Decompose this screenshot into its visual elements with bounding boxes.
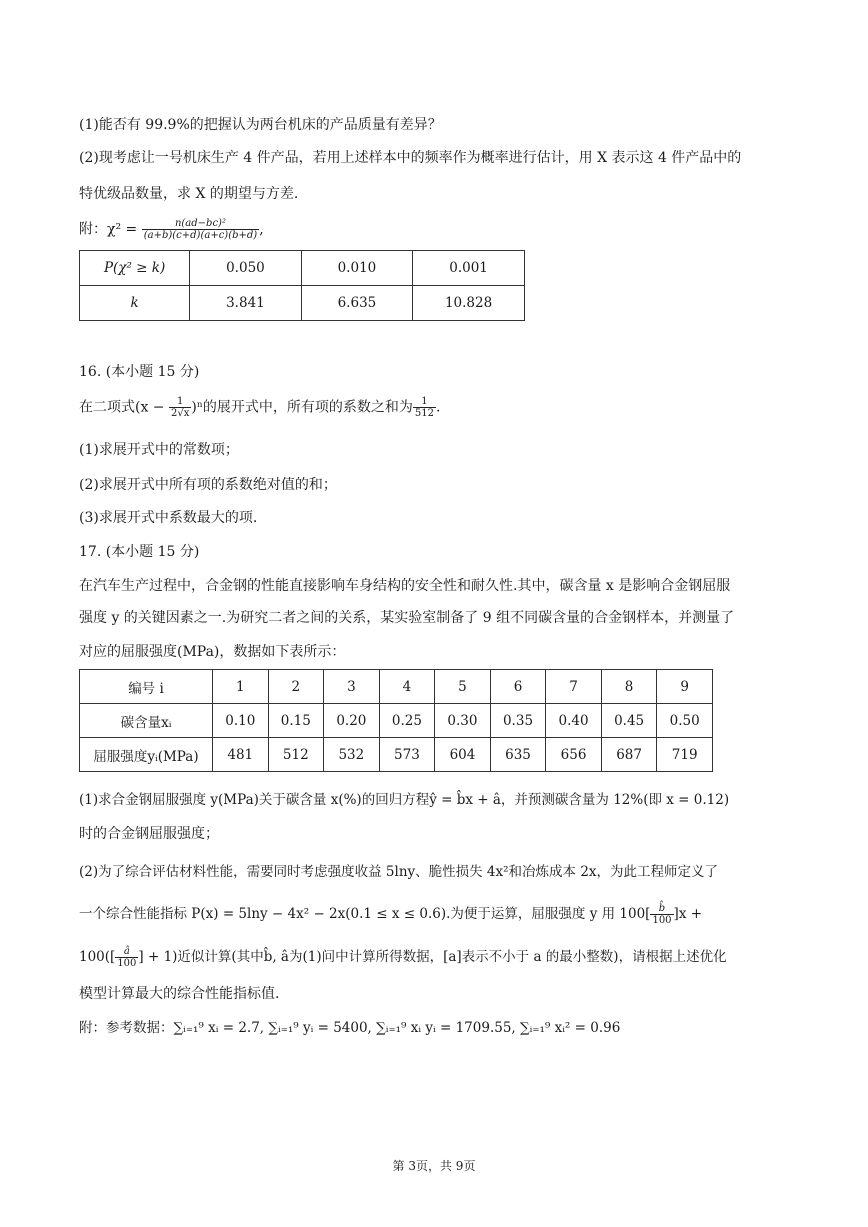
a-over-100-fraction	[115, 946, 138, 969]
part2-text: 一个综合性能指标 P(x) = 5lny − 4x² − 2x(0.1 ≤ x ≤ 0.6).为便于运算，屈服强度 y 用 100[	[79, 906, 651, 922]
q17-part2-line4: 模型计算最大的综合性能指标值.	[79, 986, 280, 1002]
page-footer: 第 3页，共 9页	[392, 1159, 476, 1173]
q17-part2-line1: (2)为了综合评估材料性能，需要同时考虑强度收益 5lny、脆性损失 4x²和冶炼成本 2x，为此工程师定义了	[79, 864, 719, 880]
critical-value-table	[79, 250, 525, 321]
table-cell: P(χ² ≥ k)	[80, 251, 190, 286]
fraction-numerator: b̂	[650, 903, 673, 915]
part2-text-tail: ]x +	[673, 906, 703, 922]
table-cell: 0.001	[413, 251, 525, 286]
table-cell: 512	[268, 738, 324, 772]
fraction-numerator: n(ad−bc)²	[142, 218, 259, 230]
table-cell: 9	[657, 670, 713, 704]
table-cell: 481	[213, 738, 269, 772]
q15-appendix-formula	[79, 218, 264, 241]
row-label: 屈服强度yᵢ(MPa)	[80, 738, 213, 772]
table-cell: 2	[268, 670, 324, 704]
table-cell: 3.841	[190, 286, 302, 321]
table-cell: 6.635	[301, 286, 413, 321]
q16-part2: (2)求展开式中所有项的系数绝对值的和；	[79, 477, 337, 493]
table-cell: 0.010	[301, 251, 413, 286]
table-cell: 4	[379, 670, 435, 704]
q17-part2-line3	[79, 946, 727, 969]
table-cell: 687	[601, 738, 657, 772]
steel-data-table	[79, 669, 713, 772]
formula-label: 附：χ² =	[79, 221, 138, 238]
table-cell: 1	[213, 670, 269, 704]
q17-part2-line2	[79, 903, 702, 926]
table-cell: 573	[379, 738, 435, 772]
table-cell: k	[80, 286, 190, 321]
table-row	[80, 251, 525, 286]
fraction-denominator: 2√x	[171, 408, 190, 419]
table-cell: 635	[490, 738, 546, 772]
fraction-numerator: â	[115, 946, 138, 958]
row-label: 编号 i	[80, 670, 213, 704]
table-cell: 0.40	[546, 704, 602, 738]
table-cell: 0.50	[657, 704, 713, 738]
row-label: 碳含量xᵢ	[80, 704, 213, 738]
formula-tail: ,	[259, 221, 264, 238]
stem-fraction	[169, 396, 191, 419]
stem-end: .	[436, 399, 441, 416]
q17-stem-line1: 在汽车生产过程中，合金钢的性能直接影响车身结构的安全性和耐久性.其中，碳含量 x 是影响合金钢屈服	[79, 578, 731, 594]
fraction-numerator: 1	[169, 396, 191, 408]
q15-part1: (1)能否有 99.9%的把握认为两台机床的产品质量有差异？	[79, 117, 442, 133]
q17-stem-line3: 对应的屈服强度(MPa)，数据如下表所示：	[79, 644, 346, 660]
table-row	[80, 286, 525, 321]
fraction-numerator: 1	[413, 396, 436, 408]
q17-appendix: 附：参考数据：∑ᵢ₌₁⁹ xᵢ = 2.7, ∑ᵢ₌₁⁹ yᵢ = 5400, ∑ᵢ₌₁⁹ xᵢ yᵢ = 1709.55, ∑ᵢ₌₁⁹ xᵢ² = 0.96	[79, 1020, 621, 1036]
table-row	[80, 670, 713, 704]
table-cell: 656	[546, 738, 602, 772]
table-cell: 0.30	[435, 704, 491, 738]
fraction-denominator: (a+b)(c+d)(a+c)(b+d)	[143, 230, 258, 241]
table-cell: 0.45	[601, 704, 657, 738]
table-cell: 3	[324, 670, 380, 704]
q16-stem	[79, 396, 440, 419]
q17-part1-line1: (1)求合金钢屈服强度 y(MPa)关于碳含量 x(%)的回归方程ŷ = b̂x + â，并预测碳含量为 12%(即 x = 0.12)	[79, 792, 730, 808]
chi-square-fraction	[142, 218, 259, 241]
q16-title: 16. (本小题 15 分)	[79, 364, 200, 380]
sum-fraction	[413, 396, 436, 419]
table-cell: 7	[546, 670, 602, 704]
table-cell: 719	[657, 738, 713, 772]
q17-part1-line2: 时的合金钢屈服强度；	[79, 826, 219, 842]
table-cell: 8	[601, 670, 657, 704]
table-cell: 0.35	[490, 704, 546, 738]
q17-title: 17. (本小题 15 分)	[79, 544, 200, 560]
q16-part1: (1)求展开式中的常数项；	[79, 442, 239, 458]
table-cell: 0.25	[379, 704, 435, 738]
part2-text: 100([	[79, 949, 116, 965]
fraction-denominator: 100	[117, 958, 137, 969]
q15-part2-line2: 特优级品数量，求 X 的期望与方差.	[79, 186, 299, 202]
table-cell: 0.15	[268, 704, 324, 738]
table-cell: 5	[435, 670, 491, 704]
q17-stem-line2: 强度 y 的关键因素之一.为研究二者之间的关系，某实验室制备了 9 组不同碳含量的合金钢样本，并测量了	[79, 610, 735, 626]
fraction-denominator: 100	[652, 915, 672, 926]
table-cell: 532	[324, 738, 380, 772]
table-row	[80, 704, 713, 738]
part2-text: ] + 1)近似计算(其中b̂, â为(1)问中计算所得数据，[a]表示不小于 a 的最小整数)，请根据上述优化	[138, 949, 727, 965]
table-cell: 0.10	[213, 704, 269, 738]
stem-text: )ⁿ的展开式中，所有项的系数之和为	[191, 399, 413, 416]
table-cell: 0.050	[190, 251, 302, 286]
table-row	[80, 738, 713, 772]
table-cell: 6	[490, 670, 546, 704]
b-over-100-fraction	[650, 903, 673, 926]
q15-part2-line1: (2)现考虑让一号机床生产 4 件产品，若用上述样本中的频率作为概率进行估计，用 X 表示这 4 件产品中的	[79, 150, 742, 166]
table-cell: 10.828	[413, 286, 525, 321]
stem-text: 在二项式(x −	[79, 399, 165, 416]
fraction-denominator: 512	[414, 408, 434, 419]
q16-part3: (3)求展开式中系数最大的项.	[79, 510, 258, 526]
table-cell: 0.20	[324, 704, 380, 738]
table-cell: 604	[435, 738, 491, 772]
